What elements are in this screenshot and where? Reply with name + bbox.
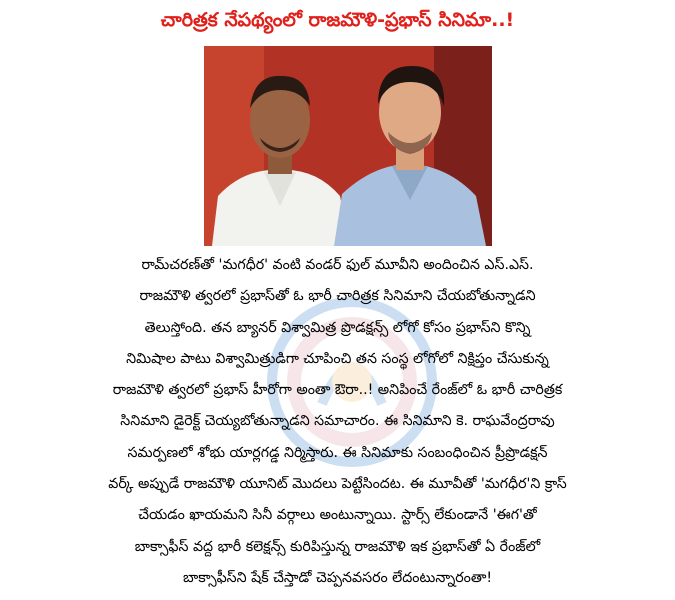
- article-line: సినిమాని డైరెక్ట్ చెయ్యబోతున్నాడని సమాచారం. ఈ సినిమాని కె. రాఘవేంద్రరావు: [120, 413, 555, 430]
- article-line: రాజమౌళి త్వరలో ప్రభాస్‌తో ఓ భారీ చారిత్రక సినిమాని చేయబోతున్నాడని: [139, 288, 536, 305]
- article-line: చేయడం ఖాయమని సినీ వర్గాలు అంటున్నాయి. స్టార్స్ లేకుండానే 'ఈగ'తో: [138, 507, 537, 524]
- article-headline: చారిత్రక నేపథ్యంలో రాజమౌళి-ప్రభాస్ సినిమా..!: [160, 9, 515, 31]
- article-line: బాక్సాఫీస్ వద్ద భారీ కలెక్షన్స్ కురిపిస్తున్న రాజమౌళి ఇక ప్రభాస్‌తో ఏ రేంజ్‌లో: [134, 538, 541, 555]
- article-body: [6, 250, 669, 594]
- article-line: తెలుస్తోంది. తన బ్యానర్ విశ్వామిత్ర ప్రొడక్షన్స్ లోగో కోసం ప్రభాస్‌ని కొన్ని: [144, 319, 531, 336]
- article-line: బాక్సాఫీస్‌ని షేక్ చేస్తాడో చెప్పనవసరం లేదంటున్నారంతా!: [182, 569, 493, 586]
- article-line: రామ్‌చరణ్‌తో 'మగధీర' వంటి వండర్ ఫుల్ మూవీని అందించిన ఎస్.ఎస్.: [141, 257, 534, 273]
- article-line: సమర్పణలో శోభు యార్లగడ్డ నిర్మిస్తారు. ఈ సినిమాకు సంబంధించిన ప్రీప్రొడక్షన్: [127, 444, 548, 461]
- article-line: రాజమౌళి త్వరలో ప్రభాస్ హీరోగా అంతా ఔరా..! అనిపించే రేంజ్‌లో ఓ భారీ చారిత్రక: [112, 382, 563, 399]
- photo-two-men-icon: [204, 46, 492, 246]
- article-line: నిమిషాల పాటు విశ్వామిత్రుడిగా చూపించి తన సంస్థ లోగోలో నిక్షిప్తం చేసుకున్న: [126, 350, 549, 367]
- article-line: వర్క్ అప్పుడే రాజమౌళి యూనిట్ మొదలు పెట్టేసిందట. ఈ మూవీతో 'మగధీర'ని క్రాస్: [108, 476, 567, 493]
- article-photo: [204, 46, 492, 246]
